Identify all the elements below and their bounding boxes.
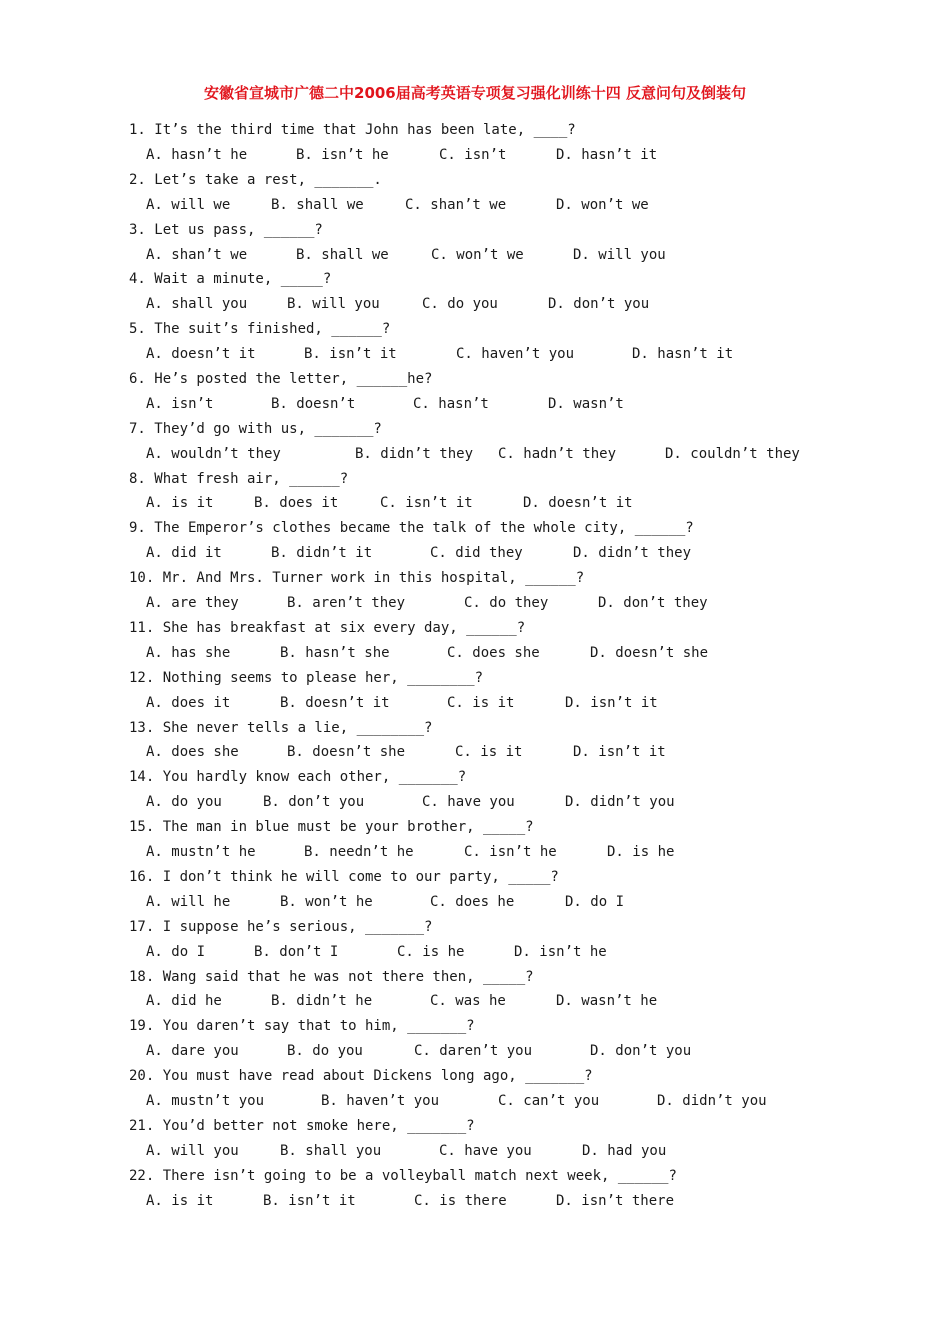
answer-option-c: C. daren’t you	[414, 1043, 533, 1059]
answer-option-c: C. isn’t	[439, 147, 507, 163]
question-stem: 8. What fresh air, ______?	[129, 471, 349, 487]
question-stem: 2. Let’s take a rest, _______.	[129, 172, 382, 188]
question-stem: 18. Wang said that he was not there then, _____?	[129, 969, 534, 985]
answer-option-d: D. had you	[582, 1143, 667, 1159]
answer-option-d: D. is he	[607, 844, 675, 860]
answer-option-c: C. haven’t you	[456, 346, 575, 362]
answer-option-b: B. didn’t they	[355, 446, 474, 462]
question-stem: 20. You must have read about Dickens long ago, _______?	[129, 1068, 593, 1084]
answer-option-b: B. hasn’t she	[280, 645, 390, 661]
question-stem: 16. I don’t think he will come to our party, _____?	[129, 869, 559, 885]
answer-option-b: B. won’t he	[280, 894, 373, 910]
answer-option-c: C. isn’t he	[464, 844, 557, 860]
question-stem: 11. She has breakfast at six every day, ______?	[129, 620, 526, 636]
answer-option-d: D. will you	[573, 247, 666, 263]
answer-option-c: C. do you	[422, 296, 498, 312]
answer-option-c: C. is it	[447, 695, 515, 711]
question-stem: 22. There isn’t going to be a volleyball match next week, ______?	[129, 1168, 677, 1184]
answer-option-a: A. dare you	[146, 1043, 239, 1059]
answer-option-b: B. didn’t it	[271, 545, 373, 561]
answer-option-b: B. shall you	[280, 1143, 382, 1159]
answer-option-a: A. shall you	[146, 296, 248, 312]
answer-option-c: C. is there	[414, 1193, 507, 1209]
answer-option-a: A. will you	[146, 1143, 239, 1159]
answer-option-b: B. doesn’t it	[280, 695, 390, 711]
answer-option-b: B. needn’t he	[304, 844, 414, 860]
answer-option-d: D. didn’t you	[657, 1093, 767, 1109]
answer-option-c: C. do they	[464, 595, 549, 611]
answer-option-d: D. didn’t you	[565, 794, 675, 810]
answer-option-d: D. couldn’t they	[665, 446, 800, 462]
answer-option-d: D. don’t you	[590, 1043, 692, 1059]
answer-option-a: A. is it	[146, 1193, 214, 1209]
answer-option-c: C. isn’t it	[380, 495, 473, 511]
answer-option-c: C. can’t you	[498, 1093, 600, 1109]
answer-option-d: D. don’t they	[598, 595, 708, 611]
answer-option-d: D. didn’t they	[573, 545, 692, 561]
answer-option-a: A. is it	[146, 495, 214, 511]
answer-option-b: B. shall we	[296, 247, 389, 263]
answer-option-b: B. isn’t he	[296, 147, 389, 163]
answer-option-b: B. don’t you	[263, 794, 365, 810]
question-stem: 17. I suppose he’s serious, _______?	[129, 919, 433, 935]
answer-option-b: B. don’t I	[254, 944, 339, 960]
answer-option-d: D. isn’t he	[514, 944, 607, 960]
answer-option-c: C. was he	[430, 993, 506, 1009]
answer-option-c: C. does he	[430, 894, 515, 910]
answer-option-b: B. does it	[254, 495, 339, 511]
answer-option-c: C. is it	[455, 744, 523, 760]
answer-option-b: B. didn’t he	[271, 993, 373, 1009]
answer-option-b: B. isn’t it	[263, 1193, 356, 1209]
answer-option-a: A. does she	[146, 744, 239, 760]
answer-option-c: C. have you	[439, 1143, 532, 1159]
answer-option-b: B. doesn’t she	[287, 744, 406, 760]
question-stem: 10. Mr. And Mrs. Turner work in this hospital, ______?	[129, 570, 585, 586]
answer-option-c: C. did they	[430, 545, 523, 561]
answer-option-d: D. doesn’t it	[523, 495, 633, 511]
answer-option-b: B. will you	[287, 296, 380, 312]
answer-option-b: B. aren’t they	[287, 595, 406, 611]
answer-option-d: D. doesn’t she	[590, 645, 709, 661]
answer-option-b: B. doesn’t	[271, 396, 356, 412]
answer-option-c: C. hadn’t they	[498, 446, 617, 462]
question-stem: 19. You daren’t say that to him, _______?	[129, 1018, 475, 1034]
answer-option-d: D. hasn’t it	[556, 147, 658, 163]
question-stem: 1. It’s the third time that John has been late, ____?	[129, 122, 576, 138]
answer-option-a: A. do I	[146, 944, 206, 960]
answer-option-a: A. has she	[146, 645, 231, 661]
answer-option-a: A. do you	[146, 794, 222, 810]
question-stem: 12. Nothing seems to please her, ________?	[129, 670, 484, 686]
question-stem: 14. You hardly know each other, _______?	[129, 769, 467, 785]
question-stem: 3. Let us pass, ______?	[129, 222, 323, 238]
answer-option-a: A. will he	[146, 894, 231, 910]
answer-option-d: D. wasn’t he	[556, 993, 658, 1009]
answer-option-b: B. haven’t you	[321, 1093, 440, 1109]
question-stem: 15. The man in blue must be your brother, _____?	[129, 819, 534, 835]
answer-option-a: A. did it	[146, 545, 222, 561]
answer-option-d: D. isn’t there	[556, 1193, 675, 1209]
question-stem: 13. She never tells a lie, ________?	[129, 720, 433, 736]
answer-option-d: D. hasn’t it	[632, 346, 734, 362]
answer-option-a: A. are they	[146, 595, 239, 611]
answer-option-b: B. shall we	[271, 197, 364, 213]
answer-option-d: D. isn’t it	[573, 744, 666, 760]
answer-option-a: A. wouldn’t they	[146, 446, 281, 462]
answer-option-c: C. won’t we	[431, 247, 524, 263]
answer-option-a: A. isn’t	[146, 396, 214, 412]
answer-option-a: A. doesn’t it	[146, 346, 256, 362]
answer-option-d: D. don’t you	[548, 296, 650, 312]
answer-option-b: B. isn’t it	[304, 346, 397, 362]
answer-option-d: D. do I	[565, 894, 625, 910]
question-stem: 21. You’d better not smoke here, _______?	[129, 1118, 475, 1134]
answer-option-d: D. isn’t it	[565, 695, 658, 711]
answer-option-c: C. have you	[422, 794, 515, 810]
answer-option-a: A. does it	[146, 695, 231, 711]
answer-option-a: A. hasn’t he	[146, 147, 248, 163]
question-stem: 4. Wait a minute, _____?	[129, 271, 332, 287]
answer-option-a: A. shan’t we	[146, 247, 248, 263]
answer-option-a: A. did he	[146, 993, 222, 1009]
question-stem: 9. The Emperor’s clothes became the talk of the whole city, ______?	[129, 520, 694, 536]
answer-option-c: C. does she	[447, 645, 540, 661]
answer-option-d: D. wasn’t	[548, 396, 624, 412]
answer-option-d: D. won’t we	[556, 197, 649, 213]
question-stem: 5. The suit’s finished, ______?	[129, 321, 391, 337]
answer-option-a: A. mustn’t he	[146, 844, 256, 860]
answer-option-c: C. is he	[397, 944, 465, 960]
question-stem: 6. He’s posted the letter, ______he?	[129, 371, 433, 387]
answer-option-c: C. shan’t we	[405, 197, 507, 213]
question-stem: 7. They’d go with us, _______?	[129, 421, 382, 437]
answer-option-c: C. hasn’t	[413, 396, 489, 412]
page-title: 安徽省宣城市广德二中2006届高考英语专项复习强化训练十四 反意问句及倒装句	[204, 84, 746, 102]
answer-option-a: A. will we	[146, 197, 231, 213]
answer-option-b: B. do you	[287, 1043, 363, 1059]
answer-option-a: A. mustn’t you	[146, 1093, 265, 1109]
